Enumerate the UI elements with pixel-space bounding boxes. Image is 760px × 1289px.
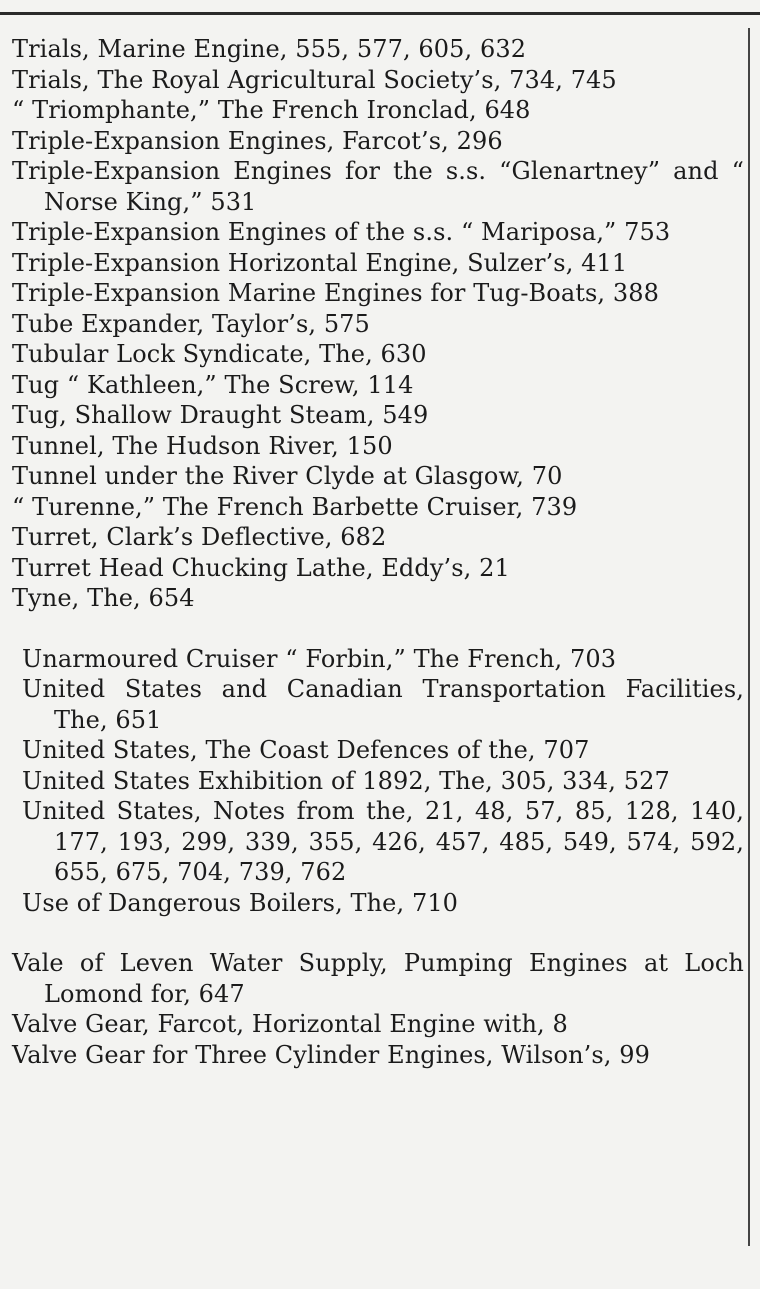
index-section-t (12, 34, 744, 614)
top-rule (0, 12, 760, 15)
index-entry: Triple-Expansion Marine Engines for Tug-Boats, 388 (12, 279, 659, 307)
index-entry: Triple-Expansion Engines of the s.s. “ Mariposa,” 753 (12, 218, 671, 246)
index-entry: Valve Gear for Three Cylinder Engines, Wilson’s, 99 (12, 1040, 651, 1069)
index-entry: United States, The Coast Defences of the, 707 (22, 736, 590, 764)
index-entry: United States Exhibition of 1892, The, 305, 334, 527 (22, 766, 670, 795)
index-entry: Tug, Shallow Draught Steam, 549 (12, 401, 429, 429)
section-gap (12, 614, 744, 644)
index-entry: Triple-Expansion Engines for the s.s. “Glenartney” and “ Norse King,” 531 (12, 157, 744, 216)
index-entry: Valve Gear, Farcot, Horizontal Engine with, 8 (12, 1010, 568, 1038)
index-entry: United States and Canadian Transportation Facilities, The, 651 (22, 675, 744, 734)
index-entry: Unarmoured Cruiser “ Forbin,” The French, 703 (22, 644, 617, 673)
index-entry: Tunnel under the River Clyde at Glasgow, 70 (12, 462, 563, 490)
index-section-v (12, 948, 744, 1070)
index-entry: “ Turenne,” The French Barbette Cruiser, 739 (12, 492, 578, 521)
section-gap (12, 918, 744, 948)
index-entry: Trials, The Royal Agricultural Society’s, 734, 745 (12, 65, 617, 94)
index-entry: Turret Head Chucking Lathe, Eddy’s, 21 (12, 553, 510, 582)
column-rule (748, 28, 750, 1246)
index-entry: Triple-Expansion Engines, Farcot’s, 296 (12, 126, 503, 155)
index-entry: Tunnel, The Hudson River, 150 (12, 431, 393, 460)
index-entry: “ Triomphante,” The French Ironclad, 648 (12, 96, 531, 124)
index-entry: Tube Expander, Taylor’s, 575 (12, 309, 370, 338)
index-entry: Turret, Clark’s Deflective, 682 (12, 523, 387, 551)
index-column (12, 34, 744, 1070)
index-entry: Trials, Marine Engine, 555, 577, 605, 632 (12, 35, 527, 63)
index-entry: Tubular Lock Syndicate, The, 630 (12, 340, 427, 368)
index-entry: Tyne, The, 654 (12, 584, 195, 612)
index-entry: Vale of Leven Water Supply, Pumping Engines at Loch Lomond for, 647 (12, 949, 744, 1008)
index-entry: United States, Notes from the, 21, 48, 57, 85, 128, 140, 177, 193, 299, 339, 355, 426, 457, 485, 549, 574, 592, 655, 675, 704, 739, 762 (22, 797, 744, 886)
index-entry: Triple-Expansion Horizontal Engine, Sulzer’s, 411 (12, 248, 628, 277)
index-section-u (12, 644, 744, 919)
index-entry: Tug “ Kathleen,” The Screw, 114 (12, 370, 414, 399)
index-entry: Use of Dangerous Boilers, The, 710 (22, 888, 459, 917)
